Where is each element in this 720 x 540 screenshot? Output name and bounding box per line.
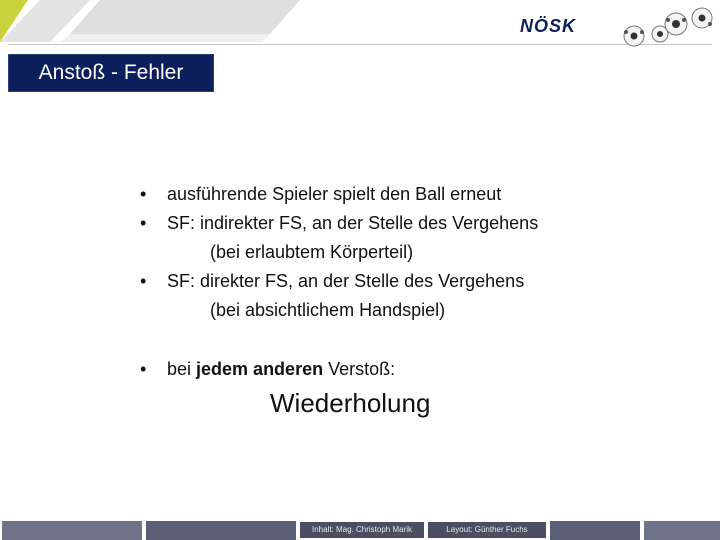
result-text: Wiederholung bbox=[270, 388, 431, 418]
bullet-text-prefix: bei bbox=[167, 359, 197, 379]
header-divider bbox=[8, 44, 712, 45]
bullet-text-suffix: Verstoß: bbox=[323, 359, 396, 379]
bullet-text-emphasis: jedem anderen bbox=[196, 359, 324, 379]
bullet-text: SF: indirekter FS, an der Stelle des Vergehens bbox=[167, 213, 539, 233]
slide-content bbox=[140, 180, 700, 384]
bullet-text: SF: direkter FS, an der Stelle des Vergehens bbox=[167, 271, 525, 291]
footer-layout-credit: Layout: Günther Fuchs bbox=[428, 522, 546, 538]
slide-title: Anstoß - Fehler bbox=[9, 55, 213, 91]
bullet-item bbox=[140, 209, 700, 238]
bullet-marker: • bbox=[140, 271, 147, 291]
bullet-subtext: (bei erlaubtem Körperteil) bbox=[210, 242, 414, 262]
brand-logo-text: NÖSK bbox=[520, 16, 577, 36]
bullet-text: ausführende Spieler spielt den Ball erneut bbox=[167, 184, 502, 204]
bullet-marker: • bbox=[140, 213, 147, 233]
bullet-subtext: (bei absichtlichem Handspiel) bbox=[210, 300, 446, 320]
bullet-marker: • bbox=[140, 184, 147, 204]
bullet-item bbox=[140, 180, 700, 209]
bullet-item bbox=[140, 267, 700, 296]
bullet-item bbox=[140, 355, 700, 384]
football-icon bbox=[612, 6, 720, 48]
footer-content-credit: Inhalt: Mag. Christoph Marik bbox=[300, 522, 424, 538]
bullet-marker: • bbox=[140, 359, 147, 379]
